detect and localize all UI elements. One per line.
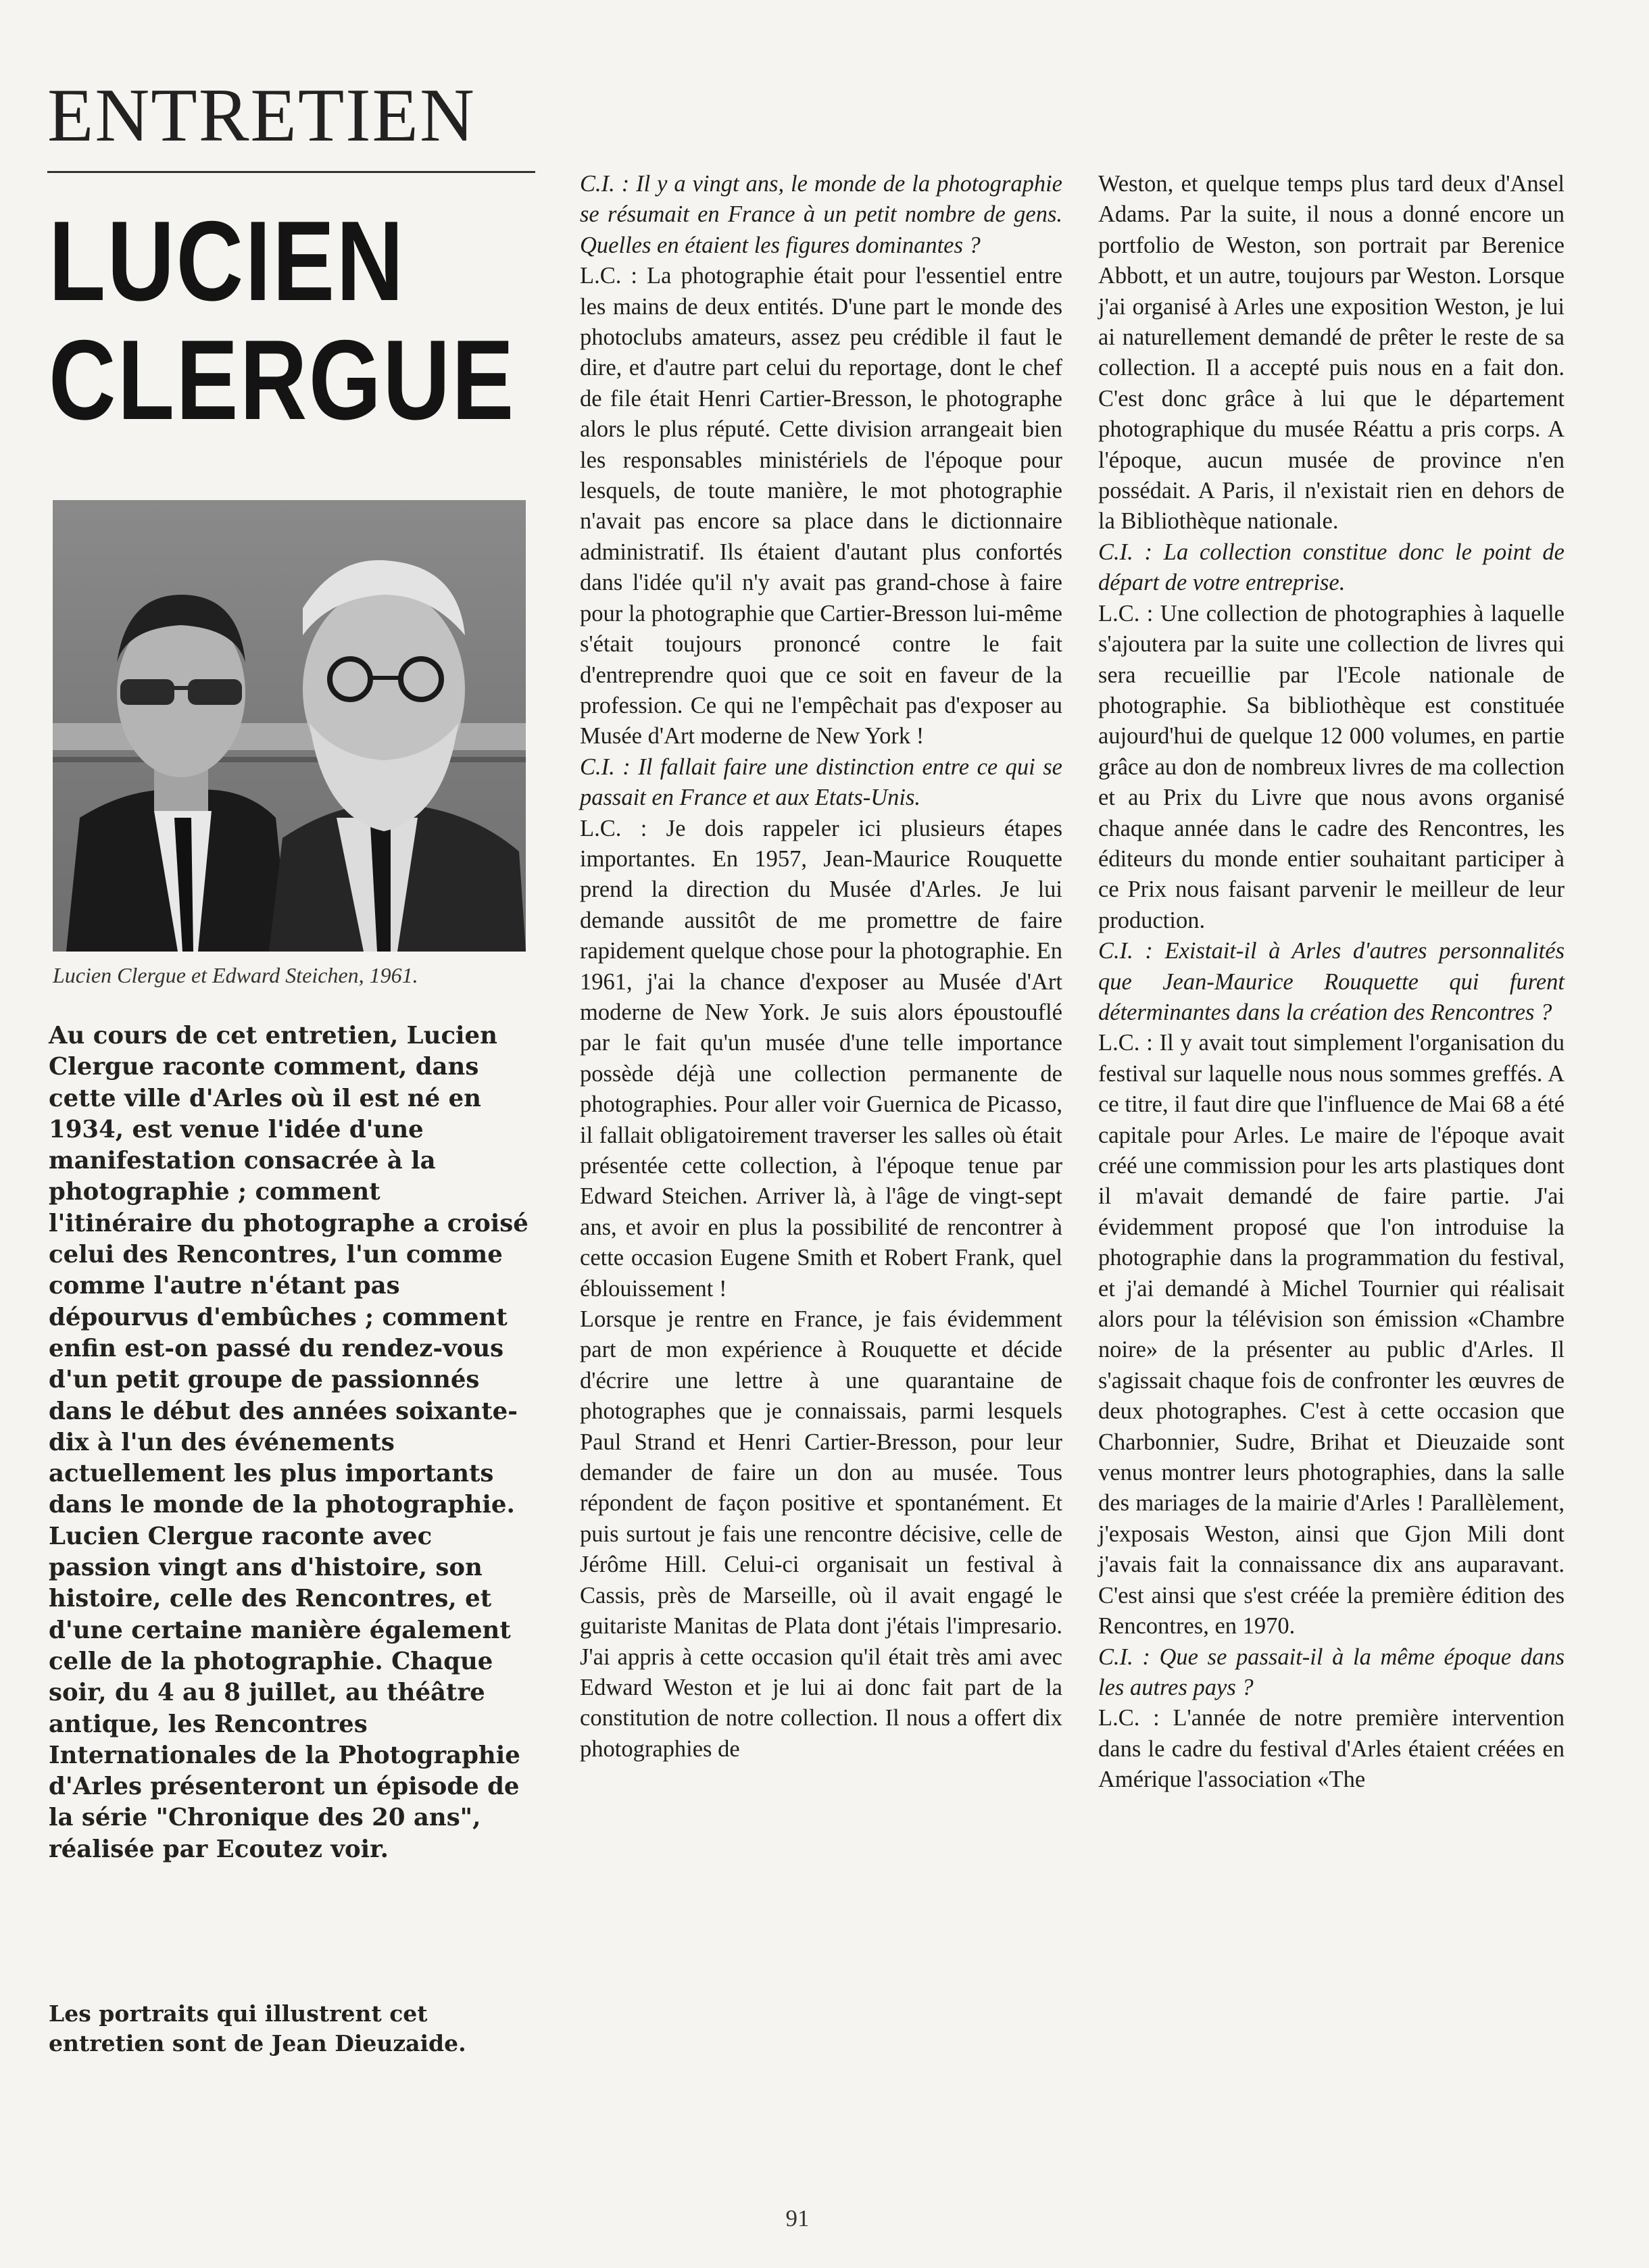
- photo-caption: Lucien Clergue et Edward Steichen, 1961.: [53, 963, 418, 987]
- question-paragraph: C.I. : Il fallait faire une distinction entre ce qui se passait en France et aux Etats-Unis.: [580, 754, 1062, 811]
- question-paragraph: C.I. : Que se passait-il à la même époque dans les autres pays ?: [1098, 1644, 1565, 1700]
- answer-paragraph: L.C. : Une collection de photographies à laquelle s'ajoutera par la suite une collection de livres qui sera recueillie par l'Ecole nationale de photographie. Sa bibliothèque est constituée aujourd'hui de quelque 12 000 volumes, en partie grâce au don de nombreux livres de ma collection et au Prix du Livre que nous avons organisé chaque année dans le cadre des Rencontres, les éditeurs du monde entier souhaitant participer à ce Prix nous faisant parvenir le meilleur de leur production.: [1098, 600, 1565, 933]
- heading-divider: [47, 171, 535, 173]
- page-number: 91: [785, 2205, 810, 2232]
- section-label: ENTRETIEN: [47, 74, 476, 157]
- answer-paragraph: L.C. : Il y avait tout simplement l'organisation du festival sur laquelle nous nous sommes greffés. A ce titre, il faut dire que l'influence de Mai 68 a été capitale pour Arles. Le maire de l'époque avait créé une commission pour les arts plastiques dont il m'avait demandé de faire partie. J'ai évidemment proposé que l'on introduise la photographie dans la programmation du festival, et j'ai demandé à Michel Tournier qui réalisait alors pour la télévision son émission «Chambre noire» de la présenter au public d'Arles. Il s'agissait chaque fois de confronter les œuvres de deux photographes. C'est à cette occasion que Charbonnier, Sudre, Brihat et Dieuzaide sont venus montrer leurs photographies, dans la salle des mariages de la mairie d'Arles ! Parallèlement, j'exposais Weston, ainsi que Gjon Mili dont j'avais fait la connaissance dix ans auparavant. C'est ainsi que s'est créée la première édition des Rencontres, en 1970.: [1098, 1030, 1565, 1640]
- article-column-1: [580, 169, 1062, 1765]
- answer-paragraph: L.C. : L'année de notre première intervention dans le cadre du festival d'Arles étaient créées en Amérique l'association «The: [1098, 1705, 1565, 1793]
- answer-paragraph: L.C. : Je dois rappeler ici plusieurs étapes importantes. En 1957, Jean-Maurice Rouquette prend la direction du Musée d'Arles. Je lui demande aussitôt de me promettre de faire rapidement quelque chose pour la photographie. En 1961, j'ai la chance d'exposer au Musée d'Art moderne de New York. Je suis alors époustouflé par le fait qu'un musée d'une telle importance possède déjà une collection permanente de photographies. Pour aller voir Guernica de Picasso, il fallait obligatoirement traverser les salles où était présentée cette collection, à l'époque tenue par Edward Steichen. Arriver là, à l'âge de vingt-sept ans, et avoir en plus la possibilité de rencontrer à cette occasion Eugene Smith et Robert Frank, quel éblouissement !: [580, 815, 1062, 1302]
- title-last-name: CLERGUE: [49, 316, 516, 443]
- answer-paragraph: L.C. : La photographie était pour l'essentiel entre les mains de deux entités. D'une part le monde des photoclubs amateurs, assez peu crédible il faut le dire, et d'autre part celui du reportage, dont le chef de file était Henri Cartier-Bresson, le photographe alors le plus réputé. Cette division arrangeait bien les responsables ministériels de l'époque pour lesquels, de toute manière, le mot photographie n'avait pas encore sa place dans le dictionnaire administratif. Ils étaient d'autant plus confortés dans l'idée qu'il n'y avait pas grand-chose à faire pour la photographie que Cartier-Bresson lui-même s'était toujours prononcé contre le fait d'entreprendre quoi que ce soit en faveur de la profession. Ce qui ne l'empêchait pas d'exposer au Musée d'Art moderne de New York !: [580, 263, 1062, 749]
- answer-paragraph: Weston, et quelque temps plus tard deux d'Ansel Adams. Par la suite, il nous a donné encore un portfolio de Weston, son portrait par Berenice Abbott, et un autre, toujours par Weston. Lorsque j'ai organisé à Arles une exposition Weston, je lui ai naturellement demandé de prêter le reste de sa collection. Il a accepté puis nous en a fait don. C'est donc grâce à lui que le département photographique du musée Réattu a pris corps. A l'époque, aucun musée de province n'en possédait. A Paris, il n'existait rien en dehors de la Bibliothèque nationale.: [1098, 171, 1565, 535]
- question-paragraph: C.I. : Existait-il à Arles d'autres personnalités que Jean-Maurice Rouquette qui furent déterminantes dans la création des Rencontres ?: [1098, 938, 1565, 1025]
- intro-paragraph: Au cours de cet entretien, Lucien Clergue raconte comment, dans cette ville d'Arles où il est né en 1934, est venue l'idée d'une manifestation consacrée à la photographie ; comment l'itinéraire du photographe a croisé celui des Rencontres, l'un comme comme l'autre n'étant pas dépourvus d'embûches ; comment enfin est-on passé du rendez-vous d'un petit groupe de passionnés dans le début des années soixante-dix à l'un des événements actuellement les plus importants dans le monde de la photographie. Lucien Clergue raconte avec passion vingt ans d'histoire, son histoire, celle des Rencontres, et d'une certaine manière également celle de la photographie. Chaque soir, du 4 au 8 juillet, au théâtre antique, les Rencontres Internationales de la Photographie d'Arles présenteront un épisode de la série "Chronique des 20 ans", réalisée par Ecoutez voir.: [49, 1022, 528, 1863]
- photo-credits: Les portraits qui illustrent cet entretien sont de Jean Dieuzaide.: [49, 2000, 466, 2056]
- question-paragraph: C.I. : Il y a vingt ans, le monde de la photographie se résumait en France à un petit nombre de gens. Quelles en étaient les figures dominantes ?: [580, 171, 1062, 258]
- portrait-photo: [53, 500, 526, 952]
- article-column-2: [1098, 169, 1565, 1796]
- title-first-name: LUCIEN: [49, 197, 405, 324]
- question-paragraph: C.I. : La collection constitue donc le point de départ de votre entreprise.: [1098, 539, 1565, 596]
- answer-paragraph: Lorsque je rentre en France, je fais évidemment part de mon expérience à Rouquette et décide d'écrire une lettre à une quarantaine de photographes que je connaissais, parmi lesquels Paul Strand et Henri Cartier-Bresson, pour leur demander de faire un don au musée. Tous répondent de façon positive et spontanément. Et puis surtout je fais une rencontre décisive, celle de Jérôme Hill. Celui-ci organisait un festival à Cassis, près de Marseille, où il avait engagé le guitariste Manitas de Plata dont j'étais l'impresario. J'ai appris à cette occasion qu'il était très ami avec Edward Weston et je lui ai donc fait part de la constitution de notre collection. Il nous a offert dix photographies de: [580, 1306, 1062, 1762]
- portrait-photo-drawing: [53, 500, 526, 952]
